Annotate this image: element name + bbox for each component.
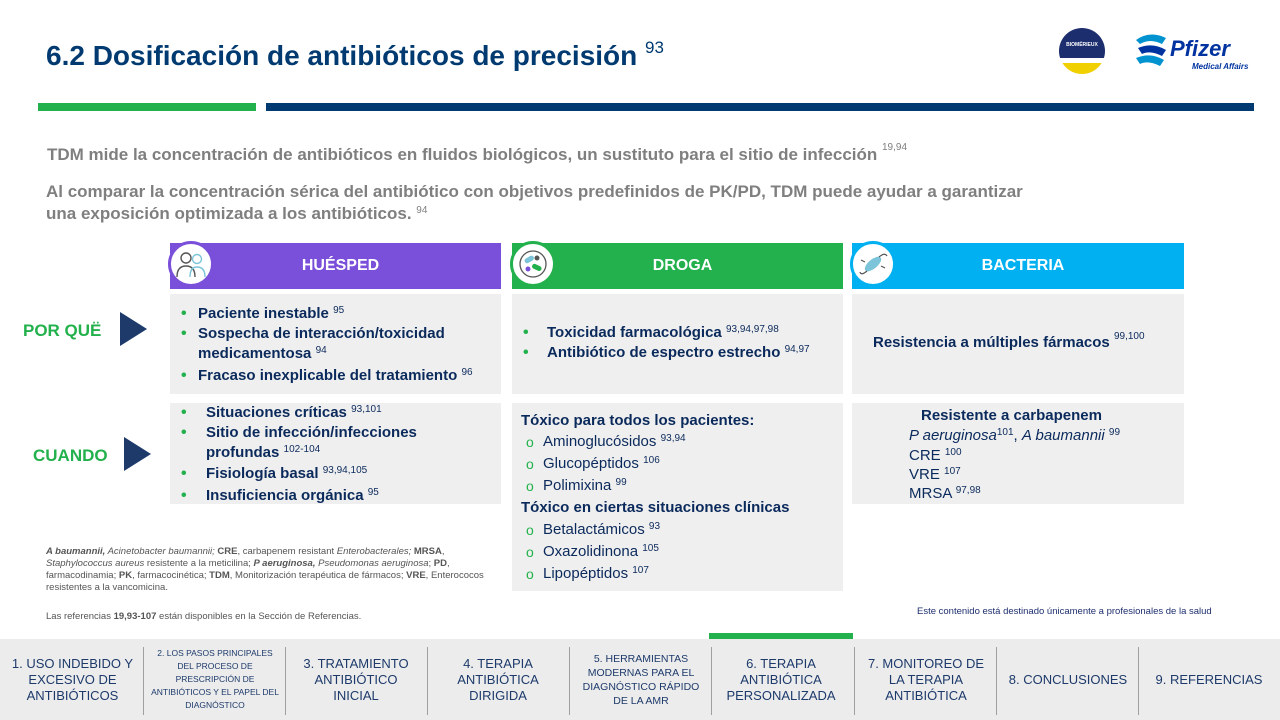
row-label-why: POR QUË bbox=[23, 321, 102, 340]
page-title-text: 6.2 Dosificación de antibióticos de precisión bbox=[46, 40, 638, 71]
host-when-item bbox=[178, 423, 493, 463]
fn-term: VRE bbox=[406, 570, 426, 581]
nav-item-label: 1. USO INDEBIDO Y EXCESIVO DE ANTIBIÓTICOS bbox=[11, 655, 134, 703]
nav-item-5[interactable] bbox=[574, 639, 708, 720]
nav-item-8[interactable] bbox=[1001, 639, 1135, 720]
host-when-item bbox=[178, 464, 493, 484]
host-when-item-ref: 93,94,105 bbox=[322, 465, 368, 476]
fn-term: PD bbox=[433, 558, 447, 569]
intro-line-1-text: TDM mide la concentración de antibióticos en fluidos biológicos, un sustituto para el sitio de infección bbox=[47, 145, 878, 164]
drug-when-item bbox=[521, 475, 835, 497]
fn-term: TDM bbox=[209, 570, 230, 581]
drug-when-box bbox=[512, 403, 843, 591]
host-when-item-text: Sitio de infección/infecciones profundas bbox=[206, 424, 417, 461]
bacteria-when-ref: 99 bbox=[1108, 427, 1121, 438]
references-note-text: Las referencias bbox=[46, 611, 114, 622]
nav-separator bbox=[569, 647, 570, 715]
references-note-range: 19,93-107 bbox=[113, 611, 157, 622]
fn-def: Pseudomonas aeruginosa bbox=[315, 558, 429, 569]
bacteria-why-text bbox=[873, 331, 1176, 351]
drug-when-heading-1: Tóxico para todos los pacientes: bbox=[521, 412, 755, 429]
drug-when-item bbox=[521, 541, 835, 563]
biomerieux-logo-text: BIOMÉRIEUX bbox=[1066, 42, 1098, 48]
nav-item-2[interactable] bbox=[148, 639, 282, 720]
drug-when-item-ref: 93 bbox=[648, 521, 661, 532]
pfizer-logo-text: Pfizer bbox=[1170, 36, 1230, 61]
column-header-host-label: HUÉSPED bbox=[301, 257, 380, 274]
drug-when-item-text: Betalactámicos bbox=[543, 521, 645, 538]
biomerieux-logo bbox=[1059, 28, 1105, 74]
nav-item-label: 2. LOS PASOS PRINCIPALES DEL PROCESO DE PRESCRIPCIÓN DE ANTIBIÓTICOS Y EL PAPEL DEL DIAGNÓSTICO bbox=[151, 648, 279, 710]
bacteria-when-organism: CRE bbox=[909, 447, 941, 464]
host-when-item-text: Situaciones críticas bbox=[206, 404, 347, 421]
pfizer-logo-subtitle: Medical Affairs bbox=[1192, 62, 1249, 71]
host-when-item-ref: 93,101 bbox=[351, 404, 382, 415]
bacteria-when-ref: 100 bbox=[944, 447, 962, 458]
row-arrow-why-icon bbox=[120, 312, 147, 346]
nav-separator bbox=[711, 647, 712, 715]
references-note bbox=[46, 611, 361, 622]
fn-def: resistente a la meticilina; bbox=[144, 558, 254, 569]
intro-line-1 bbox=[47, 142, 908, 165]
host-when-item-text: Insuficiencia orgánica bbox=[206, 487, 364, 504]
host-why-item bbox=[178, 324, 493, 364]
drug-when-item-ref: 93,94 bbox=[660, 433, 686, 444]
column-header-bacteria-label: BACTERIA bbox=[981, 257, 1065, 274]
host-why-item-ref: 96 bbox=[461, 367, 473, 378]
drug-when-item-text: Glucopéptidos bbox=[543, 455, 639, 472]
drug-when-item-ref: 107 bbox=[632, 565, 649, 576]
bacteria-when-organism: A baumannii bbox=[1021, 427, 1105, 444]
intro-line-2 bbox=[46, 181, 1046, 225]
host-why-item-text: Paciente inestable bbox=[198, 305, 329, 322]
fn-def: Enterobacterales; bbox=[336, 546, 412, 557]
pills-icon bbox=[510, 241, 556, 287]
bacteria-when-ref: 97,98 bbox=[955, 485, 981, 496]
bacteria-when-heading: Resistente a carbapenem bbox=[921, 407, 1102, 424]
bacteria-why-label: Resistencia a múltiples fármacos bbox=[873, 334, 1110, 351]
drug-why-item bbox=[520, 323, 835, 343]
drug-when-item bbox=[521, 453, 835, 475]
nav-item-label: 9. REFERENCIAS bbox=[1155, 671, 1263, 687]
drug-why-box bbox=[512, 294, 843, 394]
fn-term: A baumannii, bbox=[46, 546, 106, 557]
drug-why-item bbox=[520, 343, 835, 363]
pfizer-swirl-icon bbox=[1132, 30, 1170, 70]
hcp-disclaimer: Este contenido está destinado únicamente a profesionales de la salud bbox=[917, 606, 1212, 617]
nav-separator bbox=[1138, 647, 1139, 715]
host-why-item bbox=[178, 304, 493, 324]
host-why-item-ref: 95 bbox=[333, 305, 345, 316]
host-why-item-text: Fracaso inexplicable del tratamiento bbox=[198, 367, 458, 384]
drug-when-item-text: Oxazolidinona bbox=[543, 543, 639, 560]
row-label-when: CUANDO bbox=[33, 446, 108, 465]
nav-item-label: 5. HERRAMIENTAS MODERNAS PARA EL DIAGNÓSTICO RÁPIDO DE LA AMR bbox=[582, 652, 700, 707]
bacteria-when-ref: 101 bbox=[996, 427, 1014, 438]
header-divider-blue bbox=[266, 103, 1254, 111]
fn-def: Acinetobacter baumannii; bbox=[105, 546, 215, 557]
fn-def: , bbox=[441, 546, 445, 557]
nav-item-label: 7. MONITOREO DE LA TERAPIA ANTIBIÓTICA bbox=[867, 655, 985, 703]
pfizer-logo bbox=[1132, 30, 1257, 76]
page-title bbox=[46, 40, 664, 72]
host-when-item bbox=[178, 403, 493, 423]
bacteria-when-line bbox=[909, 484, 1176, 503]
bacteria-when-ref: 107 bbox=[944, 466, 961, 477]
host-why-item-ref: 94 bbox=[315, 345, 327, 356]
drug-when-item bbox=[521, 519, 835, 541]
fn-def: ; bbox=[428, 558, 434, 569]
fn-def: , Monitorización terapéutica de fármacos; bbox=[229, 570, 407, 581]
nav-item-label: 8. CONCLUSIONES bbox=[1008, 671, 1128, 687]
bacteria-when-line bbox=[909, 446, 1176, 465]
nav-separator bbox=[285, 647, 286, 715]
nav-separator bbox=[427, 647, 428, 715]
intro-line-2-text: Al comparar la concentración sérica del antibiótico con objetivos predefinidos de PK/PD, TDM puede ayudar a garantizar una exposición optimizada a los antibióticos. bbox=[46, 182, 1023, 223]
column-header-host bbox=[170, 243, 501, 289]
column-header-bacteria bbox=[852, 243, 1184, 289]
host-when-item-ref: 95 bbox=[367, 487, 379, 498]
nav-item-4[interactable] bbox=[432, 639, 564, 720]
bacteria-when-organism: MRSA bbox=[909, 485, 952, 502]
bacteria-when-organism: P aeruginosa bbox=[909, 427, 997, 444]
nav-item-label: 6. TERAPIA ANTIBIÓTICA PERSONALIZADA bbox=[726, 655, 836, 703]
host-why-item bbox=[178, 366, 493, 386]
nav-separator bbox=[143, 647, 144, 715]
fn-term: P aeruginosa, bbox=[253, 558, 316, 569]
bacteria-when-box bbox=[852, 403, 1184, 504]
nav-separator bbox=[996, 647, 997, 715]
fn-term: MRSA bbox=[413, 546, 442, 557]
drug-when-item-text: Aminoglucósidos bbox=[543, 433, 657, 450]
host-why-item-text: Sospecha de interacción/toxicidad medicamentosa bbox=[198, 325, 445, 362]
host-when-item-ref: 102-104 bbox=[283, 444, 321, 455]
nav-item-9[interactable] bbox=[1143, 639, 1275, 720]
nav-item-6-active[interactable] bbox=[716, 639, 846, 720]
fn-def: , carbapenem resistant bbox=[237, 546, 337, 557]
host-when-item bbox=[178, 486, 493, 506]
intro-line-1-ref: 19,94 bbox=[882, 142, 908, 153]
bacteria-when-line bbox=[909, 465, 1176, 484]
bacteria-when-line: P aeruginosa$^{101}$, A baumannii $^{99}$ bbox=[909, 427, 1121, 444]
bottom-navigation bbox=[0, 639, 1280, 720]
bacteria-icon bbox=[850, 241, 896, 287]
drug-when-item-ref: 99 bbox=[615, 477, 627, 488]
abbreviations-footnote bbox=[46, 546, 486, 594]
drug-why-item-ref: 94,97 bbox=[784, 344, 810, 355]
drug-when-item-ref: 106 bbox=[643, 455, 660, 466]
drug-why-item-ref: 93,94,97,98 bbox=[725, 324, 779, 335]
drug-when-item-text: Polimixina bbox=[543, 477, 612, 494]
nav-item-3[interactable] bbox=[290, 639, 422, 720]
row-arrow-when-icon bbox=[124, 437, 151, 471]
fn-def: Staphylococcus aureus bbox=[46, 558, 145, 569]
drug-when-item-ref: 105 bbox=[642, 543, 659, 554]
host-why-box bbox=[170, 294, 501, 394]
drug-when-item bbox=[521, 563, 835, 585]
header-divider-green bbox=[38, 103, 256, 111]
intro-line-2-ref: 94 bbox=[416, 205, 428, 216]
column-header-drug bbox=[512, 243, 843, 289]
host-when-item-text: Fisiología basal bbox=[206, 465, 319, 482]
patients-icon bbox=[168, 241, 214, 287]
nav-item-label: 3. TRATAMIENTO ANTIBIÓTICO INICIAL bbox=[303, 655, 409, 703]
bacteria-why-box bbox=[852, 294, 1184, 394]
fn-term: CRE bbox=[214, 546, 238, 557]
nav-separator bbox=[854, 647, 855, 715]
drug-when-item-text: Lipopéptidos bbox=[543, 565, 629, 582]
drug-why-item-text: Toxicidad farmacológica bbox=[547, 324, 722, 341]
fn-def: , Enterococos resistentes a la vancomicina. bbox=[46, 570, 484, 593]
fn-def: , farmacocinética; bbox=[132, 570, 210, 581]
column-header-drug-label: DROGA bbox=[652, 257, 713, 274]
nav-item-1[interactable] bbox=[4, 639, 141, 720]
references-note-text: están disponibles en la Sección de Referencias. bbox=[156, 611, 362, 622]
nav-item-label: 4. TERAPIA ANTIBIÓTICA DIRIGIDA bbox=[457, 655, 539, 703]
fn-term: PK bbox=[118, 570, 133, 581]
nav-item-7[interactable] bbox=[859, 639, 993, 720]
drug-when-item bbox=[521, 431, 835, 453]
drug-when-heading-2: Tóxico en ciertas situaciones clínicas bbox=[521, 499, 790, 516]
drug-why-item-text: Antibiótico de espectro estrecho bbox=[547, 344, 781, 361]
fn-def: , farmacodinamia; bbox=[46, 558, 450, 581]
bacteria-why-ref: 99,100 bbox=[1113, 331, 1145, 342]
title-ref: 93 bbox=[645, 38, 664, 57]
bacteria-when-organism: VRE bbox=[909, 466, 940, 483]
host-when-box bbox=[170, 403, 501, 504]
